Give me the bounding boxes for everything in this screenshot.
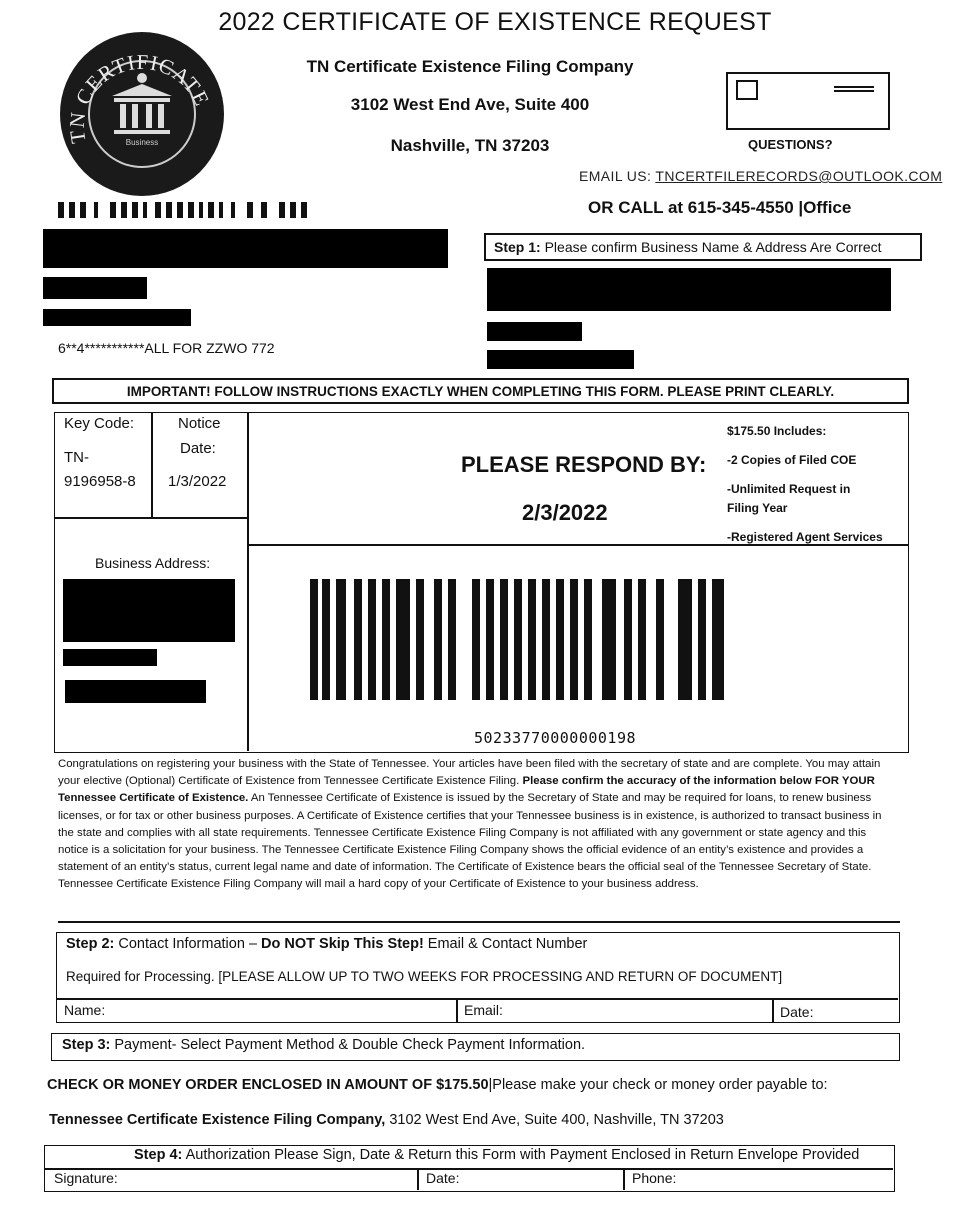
barcode-bar: [556, 579, 564, 700]
step2-text: Contact Information –: [118, 936, 262, 952]
barcode-bar: [199, 202, 203, 218]
step3-label: Step 3:: [62, 1037, 111, 1053]
company-street: 3102 West End Ave, Suite 400: [350, 95, 590, 114]
barcode-bar: [132, 202, 138, 218]
key-code-prefix: TN-: [64, 449, 89, 466]
barcode-bar: [336, 579, 346, 700]
barcode-bar: [528, 579, 536, 700]
barcode-bar: [261, 202, 267, 218]
redacted-address: [487, 268, 891, 311]
step4-label: Step 4:: [134, 1147, 183, 1163]
step3-text: Payment- Select Payment Method & Double Check Payment Information.: [114, 1037, 586, 1053]
barcode-bar: [472, 579, 480, 700]
header-barcode: [58, 202, 356, 218]
company-city: Nashville, TN 37203: [390, 136, 550, 155]
includes-item: -Registered Agent Services: [727, 530, 883, 544]
redacted-line: [65, 680, 206, 703]
barcode-bar: [322, 579, 330, 700]
email-field[interactable]: Email:: [464, 1002, 503, 1018]
step1-label: Step 1:: [494, 239, 541, 255]
divider: [58, 921, 900, 923]
respond-by-date: 2/3/2022: [522, 500, 608, 525]
barcode-bar: [382, 579, 390, 700]
step4-date-field[interactable]: Date:: [426, 1170, 460, 1186]
barcode-bar: [542, 579, 550, 700]
redacted-business-address: [63, 579, 235, 642]
barcode-bar: [69, 202, 75, 218]
barcode-bar: [279, 202, 285, 218]
redacted-line: [43, 309, 191, 326]
redacted-line: [43, 277, 147, 299]
barcode-bar: [80, 202, 86, 218]
barcode-bar: [155, 202, 161, 218]
barcode-bar: [396, 579, 410, 700]
barcode-bar: [177, 202, 183, 218]
envelope-icon: [726, 72, 890, 130]
seal-inner-text: Business: [125, 138, 159, 147]
barcode-bar: [602, 579, 616, 700]
redacted-business-name: [43, 229, 448, 268]
email-link[interactable]: TNCERTFILERECORDS@OUTLOOK.COM: [655, 168, 943, 184]
date-field[interactable]: Date:: [780, 1004, 814, 1020]
includes-title: $175.50 Includes:: [727, 424, 827, 438]
key-code-label: Key Code:: [64, 415, 135, 432]
barcode-bar: [310, 579, 318, 700]
form-title: 2022 CERTIFICATE OF EXISTENCE REQUEST: [218, 8, 772, 36]
barcode-bar: [208, 202, 214, 218]
redacted-line: [487, 322, 582, 341]
barcode-bar: [624, 579, 632, 700]
call-line: OR CALL at 615-345-4550 |Office: [588, 198, 852, 217]
barcode-bar: [94, 202, 98, 218]
payee-line: [49, 1112, 724, 1128]
company-seal-logo: [60, 32, 224, 196]
notice-date: 1/3/2022: [168, 473, 227, 490]
barcode-bar: [58, 202, 64, 218]
payment-instructions: |Please make your check or money order payable to:: [488, 1077, 828, 1093]
name-field[interactable]: Name:: [64, 1002, 106, 1018]
barcode-bar: [301, 202, 307, 218]
body-text-part: Congratulations on registering your business with the State of Tennessee. Your articles have been filed with the secretary of state and are complete. You may attain your elective (Optional) Certificate of Existence from Tennessee Certificate Existence Filing.: [58, 758, 881, 788]
step1-text: Please confirm Business Name & Address Are Correct: [544, 239, 882, 255]
payment-amount: CHECK OR MONEY ORDER ENCLOSED IN AMOUNT OF $175.50: [47, 1077, 489, 1093]
includes-item: -Unlimited Request in: [727, 482, 851, 496]
barcode-bar: [247, 202, 253, 218]
barcode-bar: [143, 202, 147, 218]
barcode-bar: [678, 579, 692, 700]
body-paragraph: [58, 756, 898, 894]
notice-label-line1: Notice: [178, 415, 221, 432]
barcode-bar: [712, 579, 724, 700]
barcode-bar: [416, 579, 424, 700]
payment-line: [47, 1077, 828, 1093]
includes-item: Filing Year: [727, 501, 788, 515]
signature-field[interactable]: Signature:: [54, 1170, 118, 1186]
account-line: 6**4***********ALL FOR ZZWO 772: [58, 340, 275, 356]
barcode-bar: [570, 579, 578, 700]
body-text-part: An Tennessee Certificate of Existence is issued by the Secretary of State and may be required for loans, to renew business licenses, or for tax or other business purposes. A Certificate of Existence certifies that your Tennessee business is in existence, is authorized to transact business in the state and complies with all state requirements. Tennessee Certificate Existence Filing Company is not affiliated with any government or state agency and this notice is a solicitation for your business. The Tennessee Certificate Existence Filing Company shows the official evidence of an entity’s existence and provides a statement of an entity’s status, current legal name and date of information. The Certificate of Existence bears the official seal of the Tennessee Secretary of State. Tennessee Certificate Existence Filing Company will mail a hard copy of your Certificate of Existence to your business address.: [58, 792, 882, 891]
respond-by-label: PLEASE RESPOND BY:: [461, 452, 707, 477]
barcode-bar: [188, 202, 194, 218]
phone-field[interactable]: Phone:: [632, 1170, 677, 1186]
barcode-bar: [500, 579, 508, 700]
barcode-bar: [434, 579, 442, 700]
body-text-bold: Please confirm the accuracy of the information below FOR YOUR Tennessee Certificate of Existence.: [58, 775, 875, 805]
step2-label: Step 2:: [66, 936, 115, 952]
barcode-bar: [656, 579, 664, 700]
barcode-number: 50233770000000198: [474, 729, 637, 747]
barcode-bar: [584, 579, 592, 700]
step2-line1: [66, 936, 587, 952]
step4-line: [134, 1147, 859, 1163]
barcode-bar: [698, 579, 706, 700]
barcode-bar: [486, 579, 494, 700]
important-text: IMPORTANT! FOLLOW INSTRUCTIONS EXACTLY WHEN COMPLETING THIS FORM. PLEASE PRINT CLEARLY.: [126, 384, 835, 399]
barcode-bar: [354, 579, 362, 700]
step3-box: [51, 1033, 900, 1061]
redacted-line: [487, 350, 634, 369]
barcode-bar: [121, 202, 127, 218]
payee-address: 3102 West End Ave, Suite 400, Nashville, TN 37203: [385, 1112, 724, 1128]
includes-item: -2 Copies of Filed COE: [727, 453, 857, 467]
barcode-bar: [290, 202, 296, 218]
barcode-bar: [219, 202, 223, 218]
key-code-value: 9196958-8: [64, 473, 136, 490]
step2-text: Email & Contact Number: [423, 936, 588, 952]
step4-text: Authorization Please Sign, Date & Return this Form with Payment Enclosed in Return Envelope Provided: [185, 1147, 860, 1163]
seal-arc-text: [60, 32, 224, 196]
barcode-bar: [638, 579, 646, 700]
barcode-bar: [231, 202, 235, 218]
barcode-bar: [368, 579, 376, 700]
main-barcode: [310, 579, 862, 700]
business-address-label: Business Address:: [95, 555, 211, 571]
payee-name: Tennessee Certificate Existence Filing Company,: [49, 1112, 386, 1128]
barcode-bar: [166, 202, 172, 218]
company-name: TN Certificate Existence Filing Company: [306, 57, 634, 76]
questions-label: QUESTIONS?: [748, 137, 833, 152]
barcode-bar: [110, 202, 116, 218]
important-banner: [52, 378, 909, 404]
email-line: [579, 168, 942, 184]
step2-text-bold: Do NOT Skip This Step!: [261, 936, 424, 952]
barcode-bar: [448, 579, 456, 700]
barcode-bar: [514, 579, 522, 700]
redacted-line: [63, 649, 157, 666]
step2-line2: Required for Processing. [PLEASE ALLOW UP TO TWO WEEKS FOR PROCESSING AND RETURN OF DOCUMENT]: [66, 969, 783, 984]
svg-text:TN CERTIFICATE: TN CERTIFICATE: [64, 49, 215, 145]
email-label: EMAIL US:: [579, 168, 652, 184]
notice-label-line2: Date:: [180, 440, 216, 457]
step1-box: [484, 233, 922, 261]
